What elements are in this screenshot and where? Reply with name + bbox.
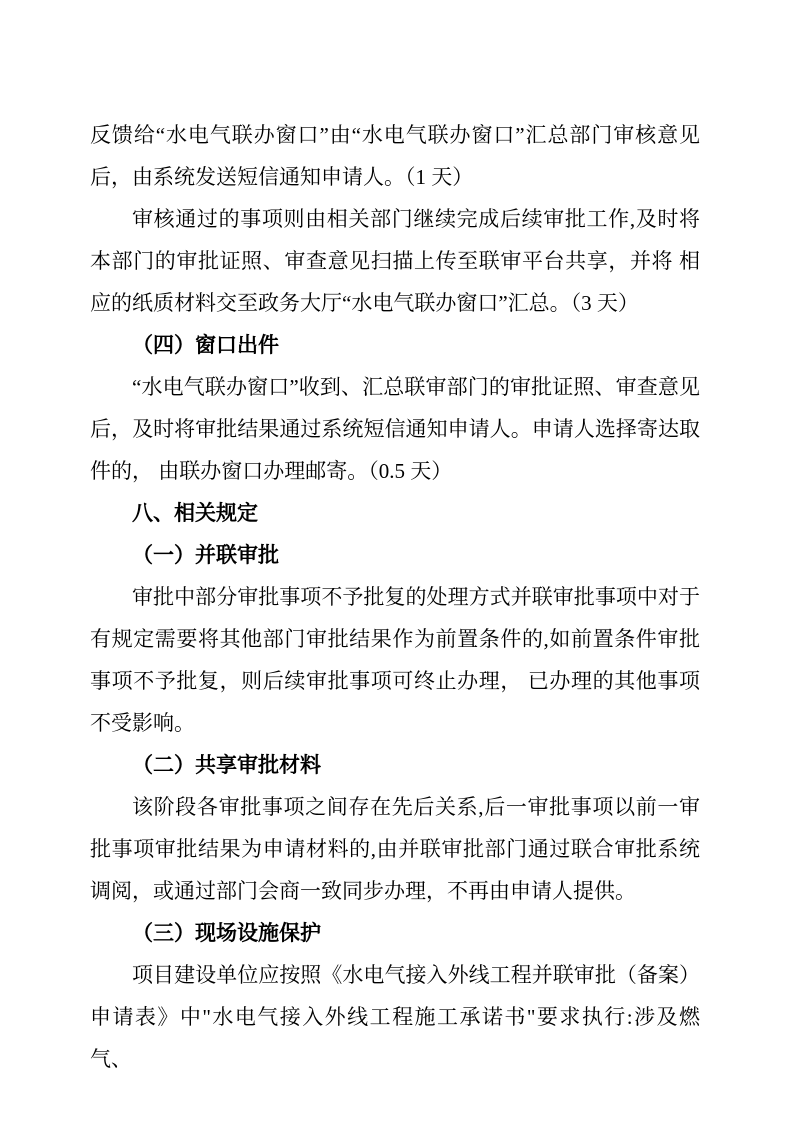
paragraph: 审核通过的事项则由相关部门继续完成后续审批工作,及时将本部门的审批证照、审查意见扫描上传至联审平台共享，并将 相应的纸质材料交至政务大厅“水电气联办窗口”汇总。（3 天） (90, 207, 700, 315)
chapter-heading-related-rules: 八、相关规定 (132, 501, 258, 525)
section-heading-site-facility-protection: （三）现场设施保护 (132, 921, 321, 945)
paragraph: 该阶段各审批事项之间存在先后关系,后一审批事项以前一审批事项审批结果为申请材料的,由并联审批部门通过联合审批系统调阅，或通过部门会商一致同步办理，不再由申请人提供。 (90, 795, 700, 903)
paragraph: 项目建设单位应按照《水电气接入外线工程并联审批（备案）申请表》中"水电气接入外线工程施工承诺书"要求执行:涉及燃气、 (90, 963, 700, 1071)
section-heading-shared-materials: （二）共享审批材料 (132, 753, 321, 777)
paragraph-continuation: 反馈给“水电气联办窗口”由“水电气联办窗口”汇总部门审核意见后，由系统发送短信通知申请人。（1 天） (90, 123, 700, 189)
paragraph: “水电气联办窗口”收到、汇总联审部门的审批证照、审查意见后，及时将审批结果通过系统短信通知申请人。申请人选择寄达取件的， 由联办窗口办理邮寄。（0.5 天） (90, 375, 700, 483)
paragraph: 审批中部分审批事项不予批复的处理方式并联审批事项中对于有规定需要将其他部门审批结果作为前置条件的,如前置条件审批事项不予批复，则后续审批事项可终止办理， 已办理的其他事项不受影响。 (90, 585, 700, 735)
section-heading-parallel-approval: （一）并联审批 (132, 543, 279, 567)
section-heading-window-output: （四）窗口出件 (132, 333, 279, 357)
